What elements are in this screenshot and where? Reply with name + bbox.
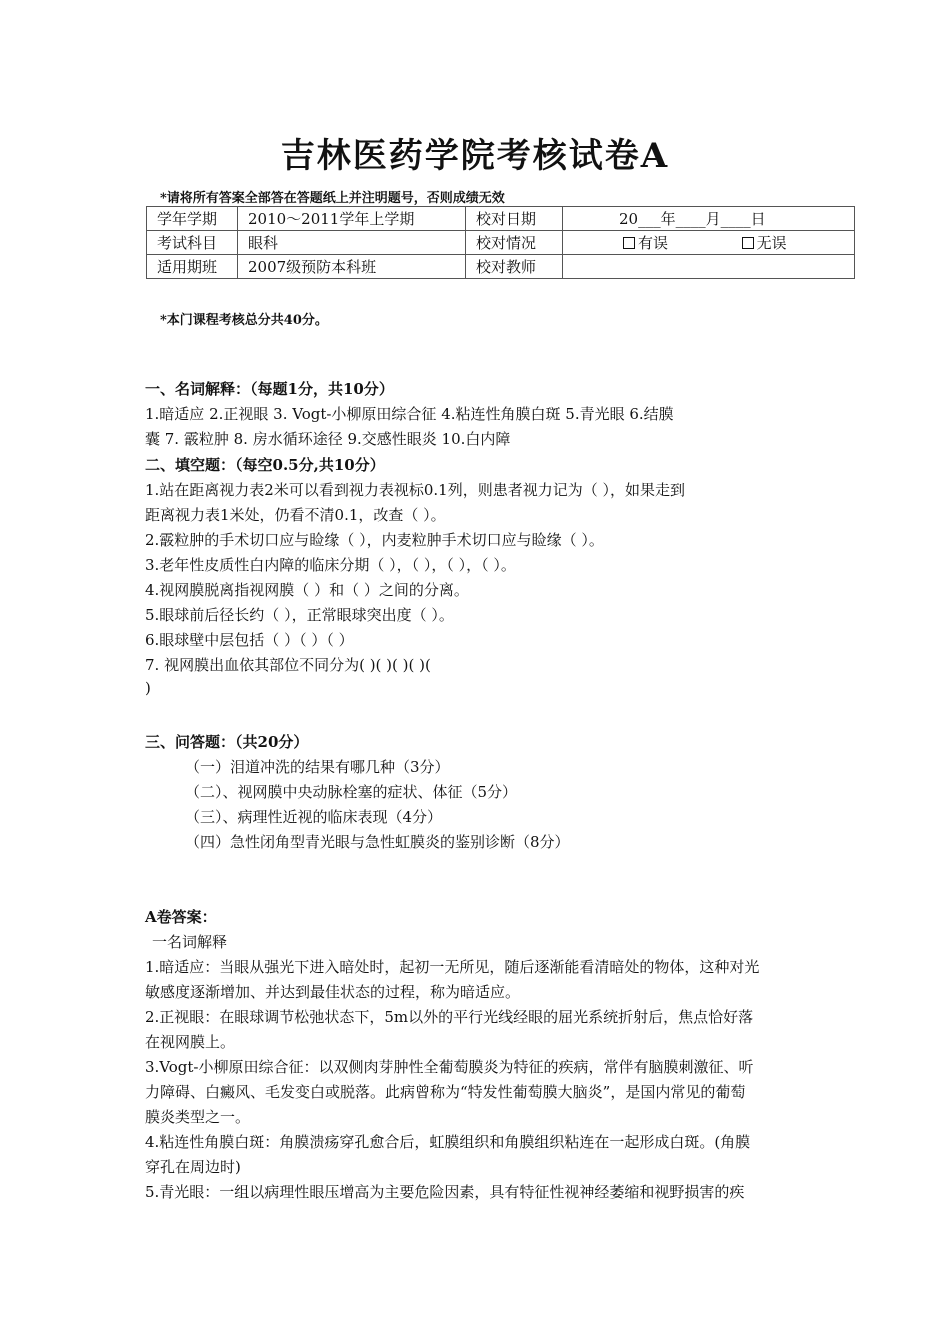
check-status-options [563,231,855,255]
answer-line: 膜炎类型之一。 [145,1108,251,1126]
section1-line: 1.暗适应 2.正视眼 3. Vogt-小柳原田综合征 4.粘连性角膜白斑 5.青光眼 6.结膜 [145,405,674,423]
question-item: （二）、视网膜中央动脉栓塞的症状、体征（5分） [185,783,518,801]
checkbox-has-error[interactable] [623,237,635,249]
value-check-date: 20___年____月____日 [563,207,855,231]
question-item: （三）、病理性近视的临床表现（4分） [185,808,443,826]
answers-subheading: 一名词解释 [152,933,228,951]
table-row [147,255,855,279]
question-item: （一）泪道冲洗的结果有哪几种（3分） [185,758,450,776]
label-checker: 校对教师 [466,255,563,279]
label-term: 学年学期 [147,207,238,231]
value-term: 2010～2011学年上学期 [238,207,466,231]
option-has-error: 有误 [638,234,669,252]
label-check-date: 校对日期 [466,207,563,231]
section1-heading: 一、名词解释：（每题1分，共10分） [145,380,394,398]
fill-blank-line: 3.老年性皮质性白内障的临床分期（ ），（ ），（ ），（ ）。 [145,556,516,574]
value-class: 2007级预防本科班 [238,255,466,279]
table-row [147,231,855,255]
fill-blank-line: 6.眼球壁中层包括（ ）（ ）（ ） [145,631,354,649]
option-no-error: 无误 [756,234,787,252]
answer-line: 1.暗适应：当眼从强光下进入暗处时，起初一无所见，随后逐渐能看清暗处的物体，这种对光 [145,958,760,976]
fill-blank-line: 5.眼球前后径长约（ ），正常眼球突出度（ ）。 [145,606,454,624]
section3-heading: 三、问答题：（共20分） [145,733,309,751]
label-subject: 考试科目 [147,231,238,255]
value-checker [563,255,855,279]
question-item: （四）急性闭角型青光眼与急性虹膜炎的鉴别诊断（8分） [185,833,570,851]
value-subject: 眼科 [238,231,466,255]
fill-blank-line: 距离视力表1米处，仍看不清0.1，改查（ ）。 [145,506,446,524]
exam-info-table [146,206,855,279]
section2-heading: 二、填空题：（每空0.5分,共10分） [145,456,385,474]
label-class: 适用期班 [147,255,238,279]
answer-line: 4.粘连性角膜白斑：角膜溃疡穿孔愈合后，虹膜组织和角膜组织粘连在一起形成白斑。(角膜 [145,1133,751,1151]
answer-line: 在视网膜上。 [145,1033,236,1051]
total-score-note: *本门课程考核总分共40分。 [160,313,328,328]
fill-blank-line: 2.霰粒肿的手术切口应与睑缘（ ），内麦粒肿手术切口应与睑缘（ ）。 [145,531,604,549]
fill-blank-line: 7. 视网膜出血依其部位不同分为( )( )( )( )( [145,656,431,674]
answer-line: 穿孔在周边时) [145,1158,241,1176]
exam-title: 吉林医药学院考核试卷A [280,136,670,176]
answers-heading: A卷答案： [145,908,217,926]
answer-line: 敏感度逐渐增加、并达到最佳状态的过程，称为暗适应。 [145,983,521,1001]
checkbox-no-error[interactable] [742,237,754,249]
answer-line: 力障碍、白癜风、毛发变白或脱落。此病曾称为“特发性葡萄膜大脑炎”，是国内常见的葡萄 [145,1083,746,1101]
section1-line: 囊 7. 霰粒肿 8. 房水循环途径 9.交感性眼炎 10.白内障 [145,430,511,448]
answer-line: 2.正视眼：在眼球调节松弛状态下，5m以外的平行光线经眼的屈光系统折射后，焦点恰好落 [145,1008,754,1026]
answer-notice: *请将所有答案全部答在答题纸上并注明题号，否则成绩无效 [160,191,505,206]
label-check-status: 校对情况 [466,231,563,255]
answer-line: 3.Vogt-小柳原田综合征：以双侧肉芽肿性全葡萄膜炎为特征的疾病，常伴有脑膜刺激征、听 [145,1058,754,1076]
answer-line: 5.青光眼：一组以病理性眼压增高为主要危险因素，具有特征性视神经萎缩和视野损害的疾 [145,1183,745,1201]
table-row [147,207,855,231]
fill-blank-line: 1.站在距离视力表2米可以看到视力表视标0.1列，则患者视力记为（ ），如果走到 [145,481,685,499]
fill-blank-line: ) [145,679,151,697]
fill-blank-line: 4.视网膜脱离指视网膜（ ）和（ ）之间的分离。 [145,581,469,599]
